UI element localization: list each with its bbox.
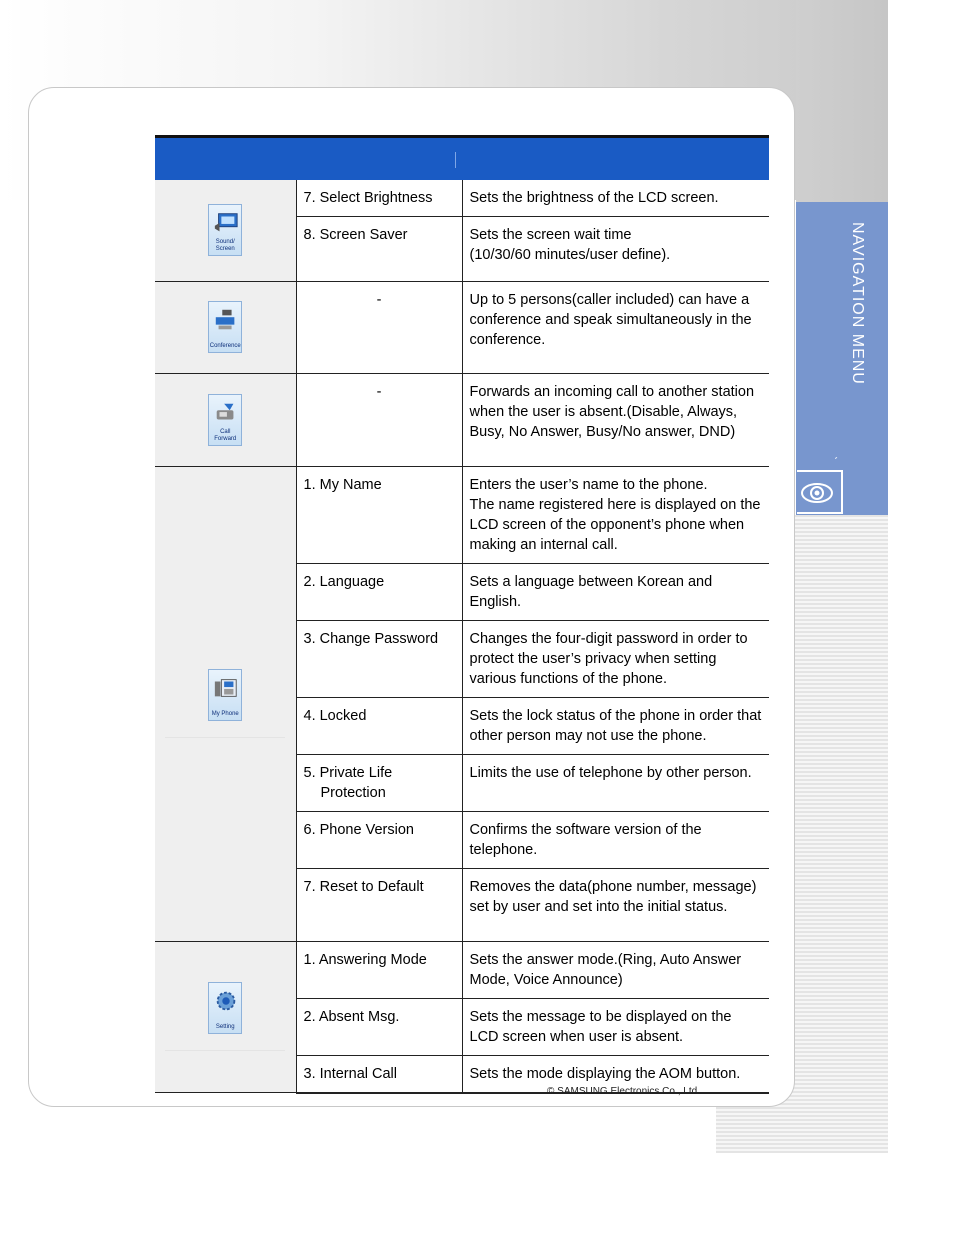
submenu-description: Limits the use of telephone by other person. [462,754,769,811]
menu-icon-cell [155,373,296,466]
submenu-item: 1. Answering Mode [296,941,462,998]
submenu-item: - [296,373,462,466]
conference-icon[interactable] [208,301,242,353]
submenu-item: 2. Language [296,563,462,620]
header-cell-menu [155,137,296,180]
submenu-description: Sets the screen wait time (10/30/60 minutes/user define). [462,216,769,281]
table-row [155,373,769,466]
submenu-description: Confirms the software version of the telephone. [462,811,769,868]
menu-icon-cell [155,180,296,282]
submenu-description: Sets the lock status of the phone in order that other person may not use the phone. [462,697,769,754]
table-row [155,180,769,217]
submenu-description: Sets the brightness of the LCD screen. [462,180,769,217]
header-cell-description [462,137,769,180]
submenu-description: Sets the answer mode.(Ring, Auto Answer Mode, Voice Announce) [462,941,769,998]
menu-icon-label: Conference [209,343,241,349]
menu-icon-cell [155,281,296,373]
menu-icon-cell [155,941,296,1093]
submenu-item: 1. My Name [296,466,462,563]
submenu-item: 4. Locked [296,697,462,754]
table-row [155,466,769,563]
submenu-item: 8. Screen Saver [296,216,462,281]
submenu-description: Sets a language between Korean and English. [462,563,769,620]
submenu-description: Sets the mode displaying the AOM button. [462,1055,769,1093]
my-phone-icon[interactable] [208,669,242,721]
menu-icon-cell [155,466,296,941]
header-cell-submenu [296,137,462,180]
submenu-item: 2. Absent Msg. [296,998,462,1055]
sound-screen-icon[interactable] [208,204,242,256]
menu-icon-label: Setting [215,1024,235,1031]
table-row [155,941,769,998]
menu-icon-label: Call Forward [214,428,237,442]
submenu-item: 3. Internal Call [296,1055,462,1093]
menu-icon-label: My Phone [211,711,239,717]
menu-icon-label: Sound/ Screen [215,239,235,252]
submenu-description: Changes the four-digit password in order to protect the user’s privacy when setting various functions of the phone. [462,620,769,697]
submenu-description: Sets the message to be displayed on the LCD screen when user is absent. [462,998,769,1055]
submenu-description: Forwards an incoming call to another station when the user is absent.(Disable, Always, Busy, No Answer, Busy/No answer, DND) [462,373,769,466]
navigation-menu-table [155,135,769,1094]
table-row [155,281,769,373]
right-strip [796,0,888,202]
eye-icon [797,470,843,514]
submenu-item: 7. Select Brightness [296,180,462,217]
submenu-description: Enters the user’s name to the phone. The name registered here is displayed on the LCD screen of the opponent’s phone when making an internal call. [462,466,769,563]
setting-icon[interactable] [208,982,242,1034]
table-header-row [155,137,769,180]
submenu-item: 7. Reset to Default [296,868,462,941]
submenu-item: - [296,281,462,373]
submenu-description: Up to 5 persons(caller included) can have a conference and speak simultaneously in the conference. [462,281,769,373]
navigation-menu-label: NAVIGATION MENU [849,222,866,385]
copyright-text: © SAMSUNG Electronics Co., Ltd. [547,1086,700,1097]
submenu-item: 3. Change Password [296,620,462,697]
submenu-item: 5. Private Life Protection [296,754,462,811]
submenu-item: 6. Phone Version [296,811,462,868]
sparkle-icon: ˊ [834,455,838,469]
submenu-description: Removes the data(phone number, message) set by user and set into the initial status. [462,868,769,941]
call-forward-icon[interactable] [208,394,242,446]
